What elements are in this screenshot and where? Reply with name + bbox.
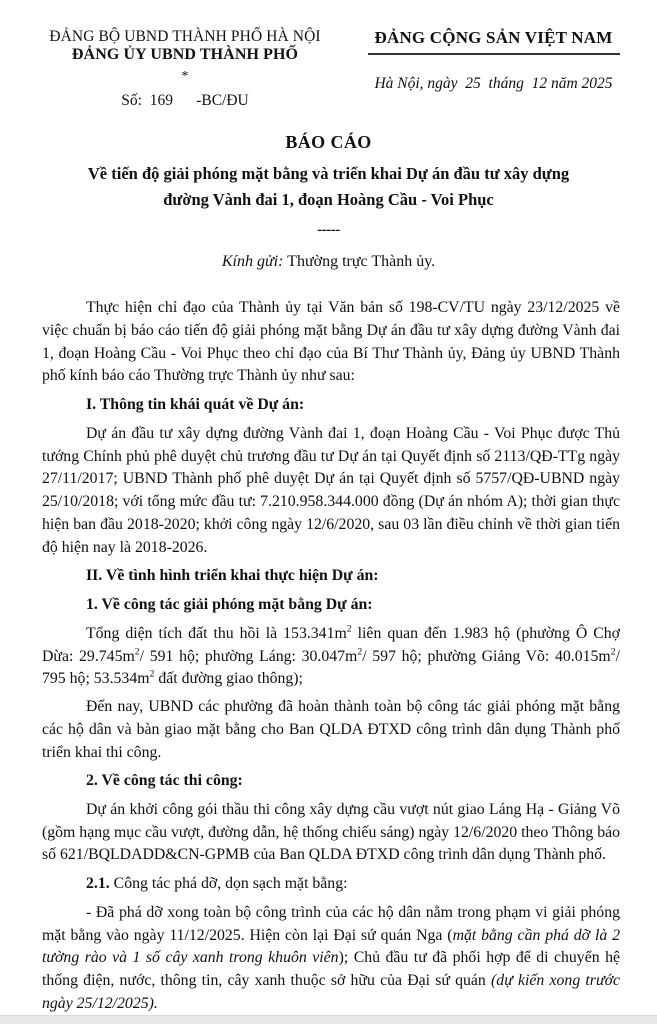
area-text-5: / 795 hộ; 53.534m: [42, 647, 620, 688]
dash-separator: -----: [317, 222, 340, 239]
document-subject-line-1: Về tiến độ giải phóng mặt bằng và triển khai Dự án đầu tư xây dựng: [87, 164, 570, 184]
document-subject: [49, 161, 609, 212]
subsection-heading-2: 2. Về công tác thi công:: [86, 772, 243, 790]
demolition-text-2: ); Chủ đầu tư đã phối hợp để di chuyển hệ thống điện, nước, thông tin, cây xanh thuộc sở hữu của Đại sứ quán: [42, 949, 620, 990]
demolition-italic-2: (dự kiến xong trước ngày 25/12/2025).: [42, 972, 621, 1012]
intro-paragraph: Thực hiện chỉ đạo của Thành ủy tại Văn bản số 198-CV/TU ngày 23/12/2025 về việc chuẩn bị báo cáo tiến độ giải phóng mặt bằng Dự án đầu tư xây dựng đường Vành đai 1, đoạn Hoàng Cầu - Voi Phục theo chỉ đạo của Bí Thư Thành ủy, Đảng ủy UBND Thành phố kính báo cáo Thường trực Thành ủy như sau:: [42, 299, 620, 385]
demolition-text-1: - Đã phá dỡ xong toàn bộ công trình của các hộ dân nằm trong phạm vi giải phóng mặt bằng vào ngày 11/12/2025. Hiện còn lại Đại sứ quán Nga (: [42, 903, 620, 944]
document-type-title: BÁO CÁO: [285, 132, 372, 153]
document-subject-line-2: đường Vành đai 1, đoạn Hoàng Cầu - Voi Phục: [163, 189, 494, 209]
section-heading-ii: II. Về tình hình triển khai thực hiện Dự án:: [86, 567, 379, 585]
land-area-paragraph: [42, 623, 620, 691]
document-number: Số: 169 -BC/ĐU: [121, 92, 249, 110]
section-heading-i: I. Thông tin khái quát về Dự án:: [86, 396, 305, 414]
subsection-heading-21: [42, 873, 620, 896]
place-and-date: Hà Nội, ngày 25 tháng 12 năm 2025: [374, 74, 613, 92]
area-text-1: Tổng diện tích đất thu hồi là 153.341m: [86, 624, 347, 642]
recipient-label: Kính gửi:: [221, 253, 284, 271]
issuing-authority-block: [20, 28, 350, 110]
recipient-value: Thường trực Thành ủy.: [283, 253, 436, 271]
section-i-paragraph: Dự án đầu tư xây dựng đường Vành đai 1, đoạn Hoàng Cầu - Voi Phục được Thủ tướng Chính phủ phê duyệt chủ trương đầu tư Dự án tại Quyết định số 2113/QĐ-TTg ngày 27/11/2017; UBND Thành phố phê duyệt Dự án tại Quyết định số 5757/QĐ-UBND ngày 25/10/2018; với tổng mức đầu tư: 7.210.958.344.000 đồng (Dự án nhóm A); thời gian thực hiện ban đầu 2018-2020; khởi công ngày 12/6/2020, sau 03 lần điều chỉnh về thời gian tiến độ hiện nay là 2018-2026.: [42, 424, 620, 556]
demolition-paragraph: [42, 902, 620, 1016]
organization-line-1: ĐẢNG BỘ UBND THÀNH PHỐ HÀ NỘI: [49, 28, 321, 45]
national-motto: ĐẢNG CỘNG SẢN VIỆT NAM: [374, 28, 613, 47]
title-block: [0, 132, 657, 271]
superscript-2-b: 2: [134, 646, 140, 658]
national-heading-block: [350, 28, 637, 110]
superscript-2-d: 2: [610, 646, 616, 658]
organization-line-2: ĐẢNG ỦY UBND THÀNH PHỐ: [71, 46, 299, 64]
area-text-6: đất đường giao thông);: [154, 670, 303, 688]
letterhead: [0, 0, 657, 110]
demolition-italic-1: mặt bằng cần phá dỡ là 2 tường rào và 1 số cây xanh trong khuôn viên: [42, 926, 620, 967]
recipient-line: [0, 253, 657, 271]
superscript-2-e: 2: [149, 669, 155, 681]
area-text-2: liên quan đến 1.983 hộ (phường Ô Chợ Dừa: 29.745m: [42, 624, 620, 665]
subsection-number-21: 2.1.: [86, 875, 110, 893]
document-body: [42, 297, 620, 1015]
horizontal-rule: [368, 53, 620, 55]
area-text-3: / 591 hộ; phường Láng: 30.047m: [139, 647, 358, 665]
superscript-2-c: 2: [357, 646, 363, 658]
handover-paragraph: Đến nay, UBND các phường đã hoàn thành toàn bộ công tác giải phóng mặt bằng các hộ dân và bàn giao mặt bằng cho Ban QLDA ĐTXD công trình dân dụng Thành phố triển khai thi công.: [42, 698, 620, 761]
asterisk-separator: *: [181, 69, 189, 85]
area-text-4: / 597 hộ; phường Giảng Võ: 40.015m: [362, 647, 611, 665]
superscript-2-a: 2: [346, 623, 352, 635]
bottom-edge-bar: [0, 1015, 657, 1024]
subsection-heading-1: 1. Về công tác giải phóng mặt bằng Dự án:: [86, 596, 373, 614]
construction-paragraph: Dự án khởi công gói thầu thi công xây dựng cầu vượt nút giao Láng Hạ - Giảng Võ (gồm hạng mục cầu vượt, đường dẫn, hệ thống chiếu sáng) ngày 12/6/2020 theo Thông báo số 621/BQLDADD&CN-GPMB của Ban QLDA ĐTXD công trình dân dụng Thành phố.: [42, 800, 620, 864]
subsection-text-21: Công tác phá dỡ, dọn sạch mặt bằng:: [109, 875, 348, 893]
